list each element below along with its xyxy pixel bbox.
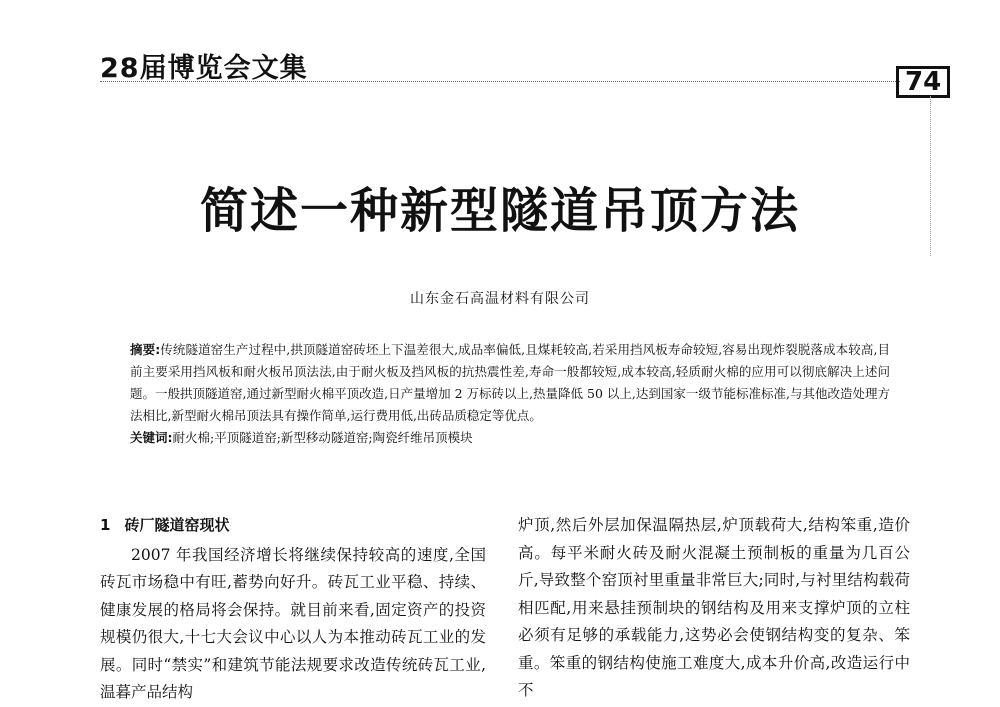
keywords-label: 关键词: xyxy=(130,430,173,445)
affiliation: 山东金石高温材料有限公司 xyxy=(410,291,590,307)
section-title: 砖厂隧道窑现状 xyxy=(124,516,230,534)
abstract-text: 传统隧道窑生产过程中,拱顶隧道窑砖坯上下温差很大,成品率偏低,且煤耗较高,若采用挡风板寿命较短,容易出现炸裂脱落成本较高,目前主要采用挡风板和耐火板吊顶法法,由于耐火板及挡风板的抗热震性差,寿命一般都较短,成本较高,轻质耐火棉的应用可以彻底解决上述问题。一般拱顶隧道窑,通过新型耐火棉平顶改造,日产量增加 2 万标砖以上,热量降低 50 以上,达到国家一级节能标准标准,与其他改造处理方法相比,新型耐火棉吊顶法具有操作简单,运行费用低,出砖品质稳定等优点。 xyxy=(130,342,891,423)
page-number-mark: 74 xyxy=(896,66,950,98)
section-number: 1 xyxy=(100,516,111,534)
paper-title: 简述一种新型隧道吊顶方法 xyxy=(199,183,800,239)
right-column xyxy=(518,512,910,705)
abstract-label: 摘要: xyxy=(130,342,161,357)
right-paragraph: 炉顶,然后外层加保温隔热层,炉顶载荷大,结构笨重,造价高。每平米耐火砖及耐火混凝土预制板的重量为几百公斤,导致整个窑顶衬里重量非常巨大;同时,与衬里结构载荷相匹配,用来悬挂预制块的钢结构及用来支撑炉顶的立柱必须有足够的承载能力,这势必会使钢结构变的复杂、笨重。笨重的钢结构使施工难度大,成本升价高,改造运行中不 xyxy=(518,516,910,699)
section-heading xyxy=(100,512,486,540)
keywords-text: 耐火棉;平顶隧道窑;新型移动隧道窑;陶瓷纤维吊顶模块 xyxy=(172,430,473,445)
abstract xyxy=(130,339,890,427)
left-paragraph: 2007 年我国经济增长将继续保持较高的速度,全国砖瓦市场稳中有旺,蓄势向好升。砖瓦工业平稳、持续、健康发展的格局将会保持。就目前来看,固定资产的投资规模仍很大,十七大会议中心以人为本推动砖瓦工业的发展。同时“禁实”和建筑节能法规要求改造传统砖瓦工业,温暮产品结构 xyxy=(100,545,486,701)
left-column xyxy=(100,512,486,707)
abstract-block xyxy=(130,339,890,449)
keywords xyxy=(130,427,890,449)
series-title: 28届博览会文集 xyxy=(100,53,308,84)
header-rule xyxy=(100,81,900,82)
